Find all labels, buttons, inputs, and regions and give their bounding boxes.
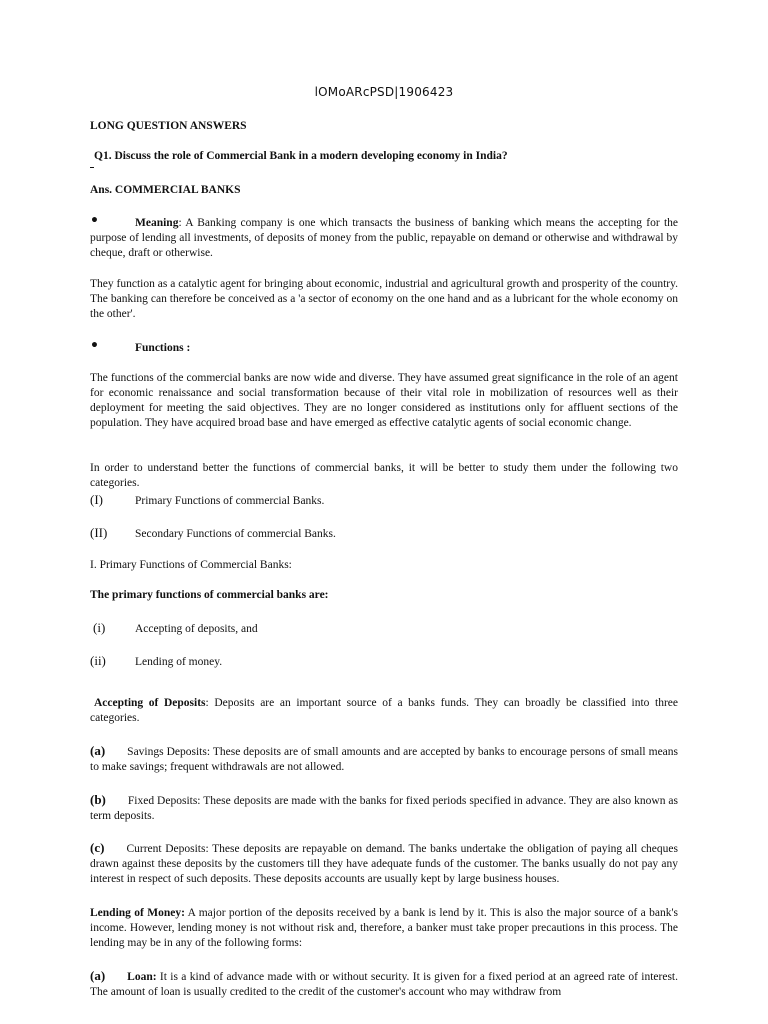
meaning-label: Meaning [135,217,179,229]
current-deposits-text: Current Deposits: These deposits are repayable on demand. The banks undertake the obligation of paying all cheques drawn against these deposits by the customers till they have adequate funds of the customer. The banks usually do not pay any interest in respect of such deposits. These deposits accounts are usually kept by large business houses. [90,843,678,885]
section-title: LONG QUESTION ANSWERS [90,120,247,132]
fixed-deposits-paragraph [90,792,678,824]
loan-paragraph [90,968,678,1000]
loan-label: Loan: [127,971,157,983]
category-number: (I) [90,492,103,507]
item-marker: (a) [90,743,106,758]
fixed-deposits-text: Fixed Deposits: These deposits are made with the banks for fixed periods specified in advance. They are also known as term deposits. [90,795,678,822]
list-number: (i) [93,620,106,635]
functions-paragraph: The functions of the commercial banks are now wide and diverse. They have assumed great significance in the role of an agent for economic renaissance and social transformation because of their vital role in mobilization of resources well as their deployment for meeting the said objectives. They are no longer considered as institutions only for affluent sections of the population. They have acquired broad base and have emerged as effective catalytic agents of social economic change. [90,372,678,429]
answer-heading: Ans. COMMERCIAL BANKS [90,184,241,196]
item-marker: (b) [90,792,106,807]
lending-paragraph [90,906,678,951]
accepting-deposits-paragraph [90,696,678,726]
document-id: lOMoARcPSD|1906423 [314,85,454,99]
current-deposits-paragraph [90,840,678,887]
catalytic-paragraph: They function as a catalytic agent for bringing about economic, industrial and agricultural growth and prosperity of the country. The banking can therefore be conceived as a 'a sector of economy on the one hand and as a lubricant for the whole economy on the other'. [90,278,678,320]
savings-deposits-text: Savings Deposits: These deposits are of small amounts and are accepted by banks to encourage persons of small means to make savings; frequent withdrawals are not allowed. [90,746,678,773]
lending-text: A major portion of the deposits received by a bank is lend by it. This is also the major source of a bank's income. However, lending money is not without risk and, therefore, a banker must take proper precautions in this process. The lending may be in any of the following forms: [90,907,678,949]
category-text: Primary Functions of commercial Banks. [135,495,325,507]
primary-functions-intro: The primary functions of commercial banks are: [90,589,329,601]
category-number: (II) [90,525,108,540]
accepting-deposits-text: : Deposits are an important source of a banks funds. They can broadly be classified into three categories. [90,697,678,724]
item-marker: (c) [90,840,105,855]
accepting-deposits-label: Accepting of Deposits [94,697,206,709]
category-text: Secondary Functions of commercial Banks. [135,528,336,540]
primary-functions-heading: I. Primary Functions of Commercial Banks: [90,559,292,571]
list-item-text: Accepting of deposits, and [135,623,258,635]
item-marker: (a) [90,968,106,983]
loan-text: It is a kind of advance made with or without security. It is given for a fixed period at an agreed rate of interest. The amount of loan is usually credited to the credit of the customer's account who may withdraw from [90,971,678,998]
lending-label: Lending of Money: [90,907,185,919]
savings-deposits-paragraph [90,743,678,775]
bullet-icon: • [90,213,99,229]
list-number: (ii) [90,653,106,668]
order-paragraph: In order to understand better the functions of commercial banks, it will be better to study them under the following two categories. [90,462,678,489]
functions-label: Functions : [135,342,191,354]
underline-mark [90,167,94,168]
bullet-icon: • [90,338,99,354]
meaning-paragraph [90,213,678,261]
list-item-text: Lending of money. [135,656,223,668]
question-text: Q1. Discuss the role of Commercial Bank in a modern developing economy in India? [94,150,508,162]
meaning-text: : A Banking company is one which transacts the business of banking which means the accepting for the purpose of lending all investments, of deposits of money from the public, repayable on demand or otherwise and withdrawal by cheque, draft or otherwise. [90,217,678,259]
